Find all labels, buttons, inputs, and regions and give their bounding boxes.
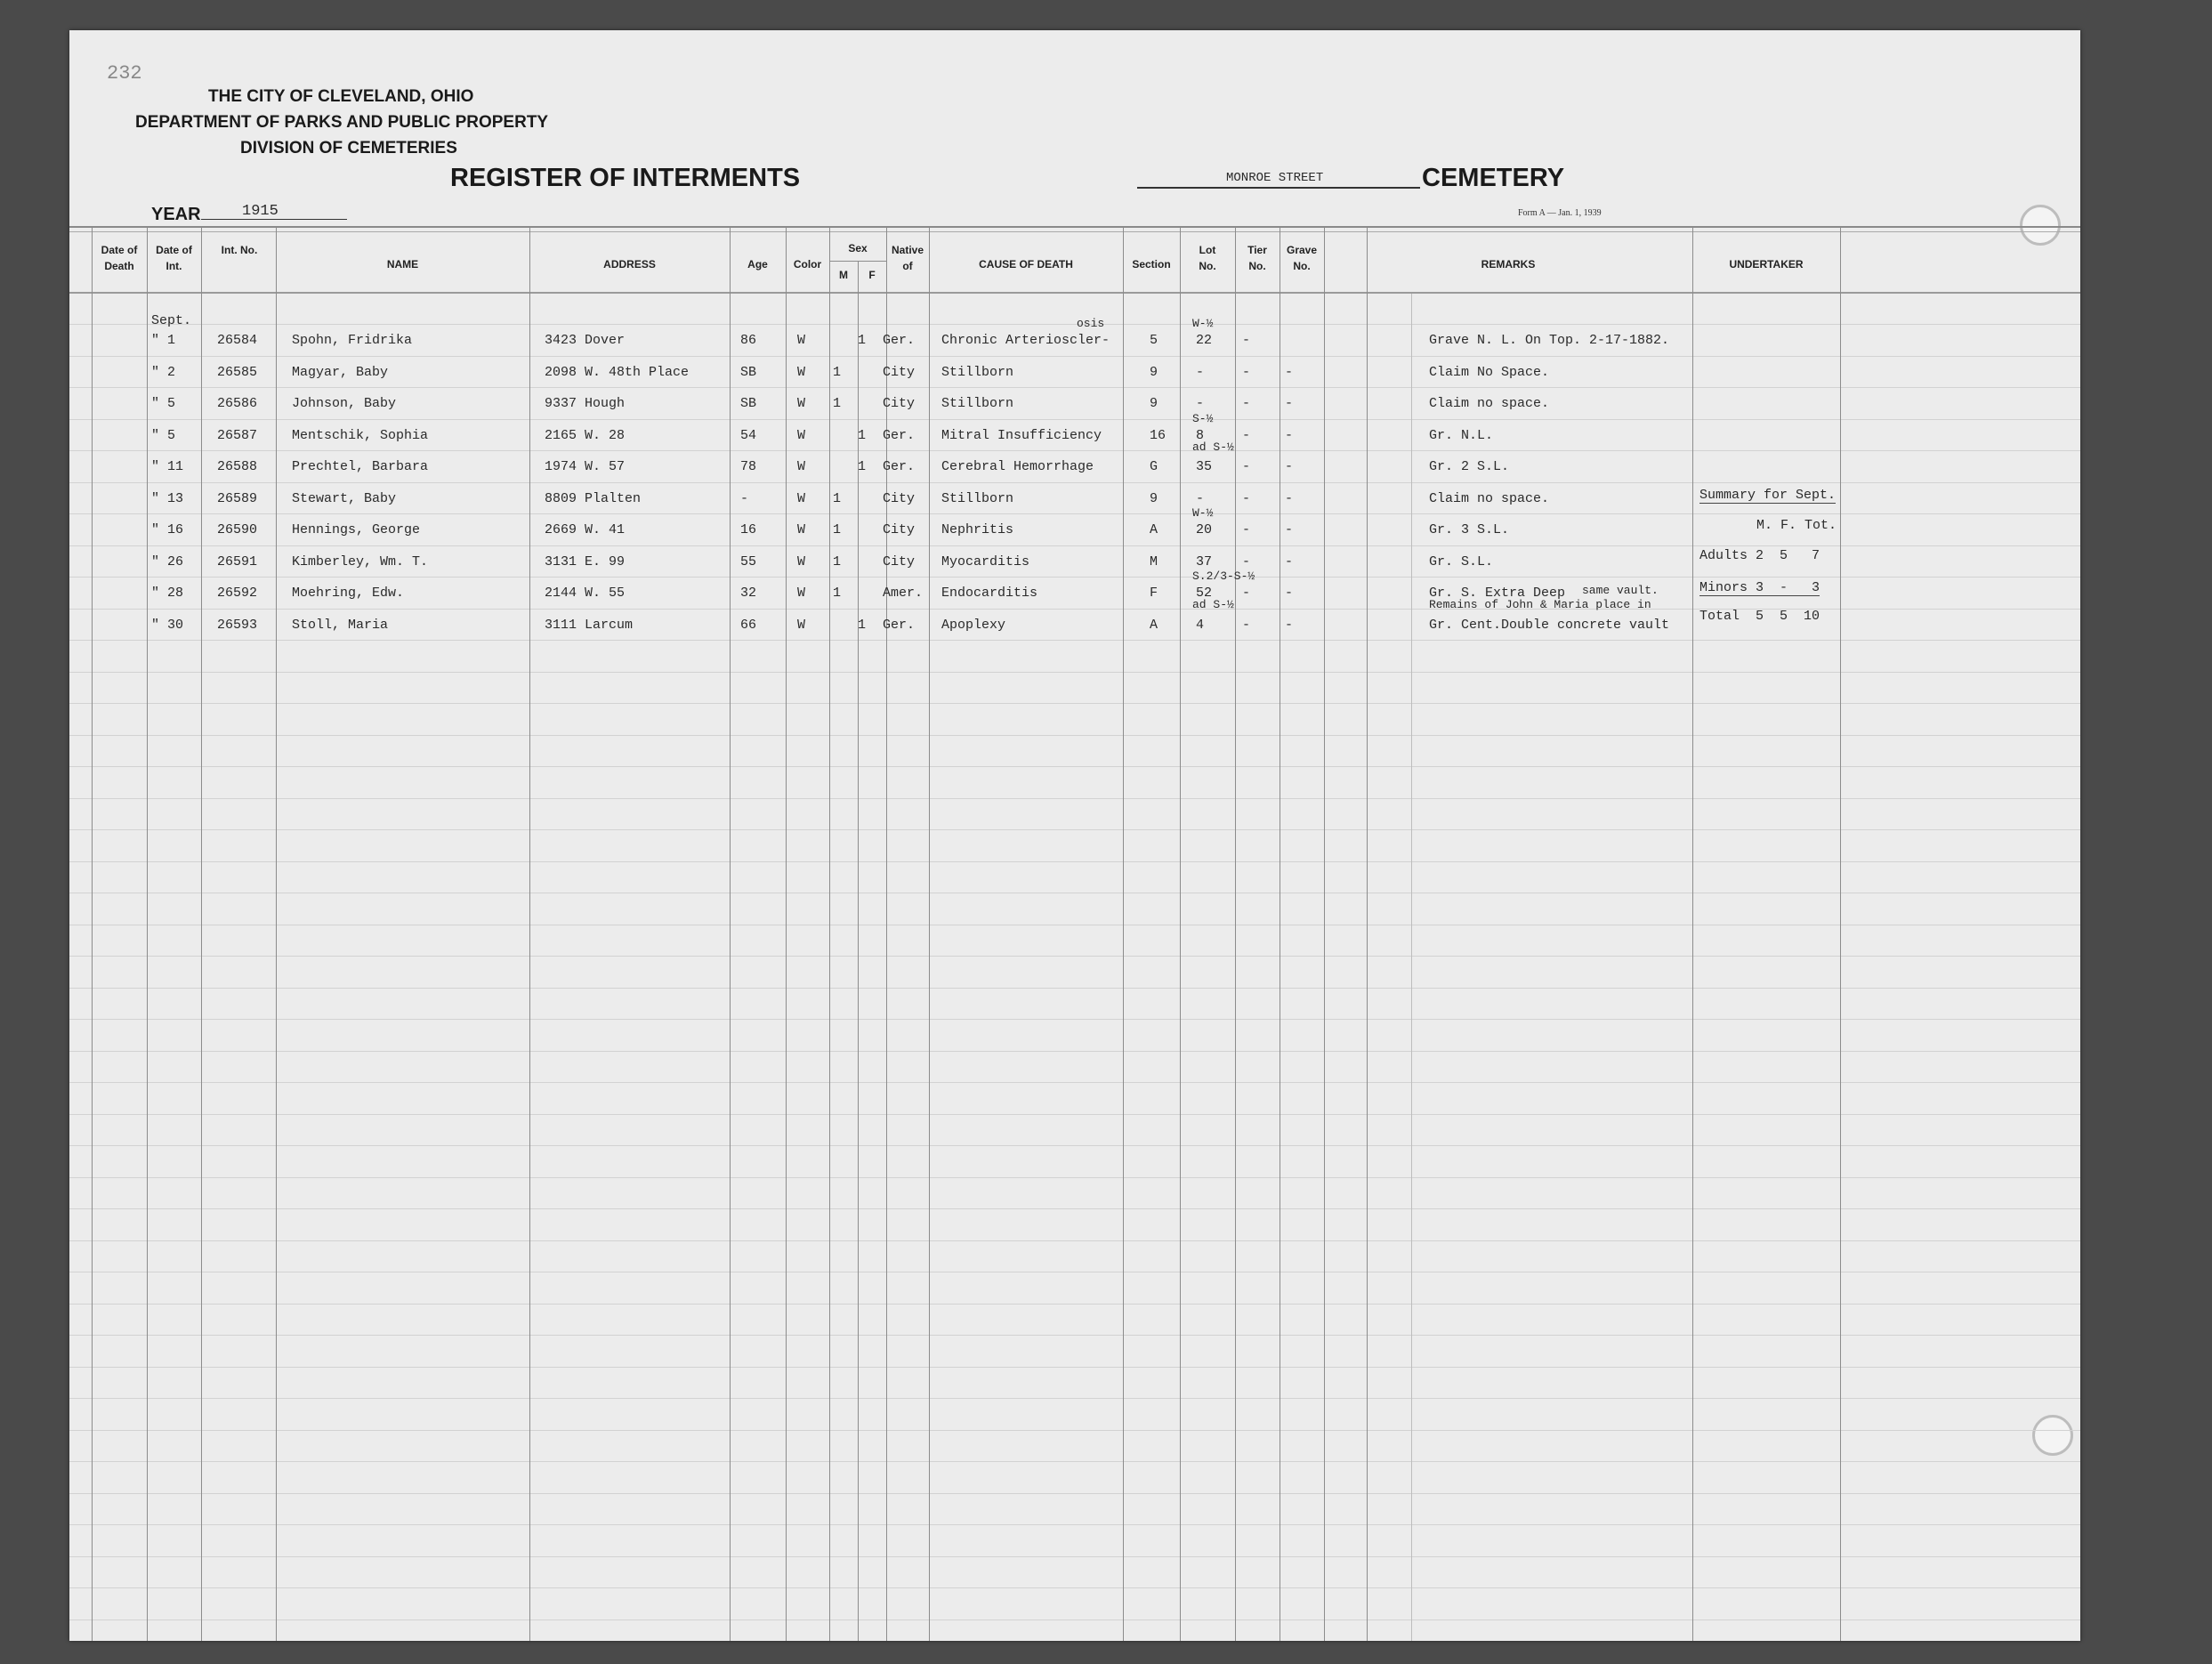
col-sex: Sex (848, 242, 868, 254)
cell-grave: - (1285, 586, 1294, 601)
form-note: Form A — Jan. 1, 1939 (1518, 208, 1602, 218)
table-top-border-thin (69, 231, 2080, 232)
ruled-line (69, 1051, 2080, 1052)
cell-name: Magyar, Baby (292, 365, 389, 380)
cell-tier: - (1242, 491, 1251, 506)
cell-name: Stoll, Maria (292, 618, 389, 633)
summary-adults: Adults 2 5 7 (1699, 548, 1820, 563)
cell-name: Johnson, Baby (292, 396, 397, 411)
cell-cause: Myocarditis (941, 554, 1030, 569)
cell-date-int: " 13 (151, 491, 184, 506)
cell-section: 5 (1150, 333, 1158, 348)
department-heading: DEPARTMENT OF PARKS AND PUBLIC PROPERTY (135, 113, 549, 132)
ruled-line (69, 1398, 2080, 1399)
cell-lot: 35 (1196, 459, 1213, 474)
cell-address: 2144 W. 55 (545, 586, 626, 601)
cell-name: Spohn, Fridrika (292, 333, 413, 348)
cell-tier: - (1242, 522, 1251, 537)
city-heading: THE CITY OF CLEVELAND, OHIO (208, 87, 474, 106)
col-grave-no: Grave No. (1286, 244, 1318, 272)
ruled-line (69, 956, 2080, 957)
cell-sex-m: 1 (833, 554, 842, 569)
cell-remarks: Gr. 3 S.L. (1429, 522, 1510, 537)
col-line (1840, 228, 1841, 1641)
ruled-line (69, 482, 2080, 483)
cell-cause: Stillborn (941, 396, 1014, 411)
cell-address: 3423 Dover (545, 333, 626, 348)
col-sex-f: F (868, 269, 876, 281)
cell-grave: - (1285, 396, 1294, 411)
col-line (1180, 228, 1181, 1641)
cell-age: 16 (740, 522, 757, 537)
col-remarks: REMARKS (1481, 258, 1536, 271)
cell-remarks: Claim No Space. (1429, 365, 1550, 380)
col-line (92, 228, 93, 1641)
cell-cause: Apoplexy (941, 618, 1006, 633)
cell-native: City (883, 365, 916, 380)
cell-name: Mentschik, Sophia (292, 428, 429, 443)
ruled-line (69, 640, 2080, 641)
cell-sex-m: 1 (833, 396, 842, 411)
cell-native: Amer. (883, 586, 924, 601)
cell-date-int: " 1 (151, 333, 176, 348)
cell-cause: Chronic Arterioscler- (941, 333, 1110, 348)
cell-date-int: " 30 (151, 618, 184, 633)
cell-tier: - (1242, 428, 1251, 443)
cell-remarks: Gr. 2 S.L. (1429, 459, 1510, 474)
cell-address: 2098 W. 48th Place (545, 365, 690, 380)
binder-ring-top (2020, 205, 2061, 246)
page-number: 232 (107, 62, 142, 85)
ruled-line (69, 545, 2080, 546)
col-section: Section (1132, 258, 1171, 271)
cell-age: 54 (740, 428, 757, 443)
cell-int-no: 26585 (217, 365, 258, 380)
cell-tier: - (1242, 459, 1251, 474)
cell-name: Hennings, George (292, 522, 421, 537)
ruled-line (69, 1208, 2080, 1209)
ruled-line (69, 1019, 2080, 1020)
cell-color: W (797, 554, 806, 569)
ruled-line (69, 1177, 2080, 1178)
cell-lot: - (1196, 396, 1205, 411)
cell-section: 9 (1150, 396, 1158, 411)
col-int-no: Int. No. (221, 244, 258, 256)
col-age: Age (747, 258, 768, 271)
ruled-line (69, 861, 2080, 862)
ruled-line (69, 1335, 2080, 1336)
cell-color: W (797, 333, 806, 348)
ruled-line (69, 1430, 2080, 1431)
ruled-line (69, 1587, 2080, 1588)
cell-native: City (883, 522, 916, 537)
cell-remarks: Gr. S. Extra Deep (1429, 586, 1566, 601)
cell-section: G (1150, 459, 1158, 474)
year-label: YEAR (151, 205, 201, 224)
division-heading: DIVISION OF CEMETERIES (240, 139, 457, 158)
col-line (1692, 228, 1693, 1641)
col-line (1411, 294, 1412, 1641)
binder-ring-bottom (2032, 1415, 2073, 1456)
cell-age: 55 (740, 554, 757, 569)
cell-lot-subnote: ad S-½ (1192, 598, 1234, 611)
cell-int-no: 26592 (217, 586, 258, 601)
ruled-line (69, 672, 2080, 673)
table-top-border (69, 226, 2080, 228)
col-color: Color (793, 258, 822, 271)
col-line (276, 228, 277, 1641)
register-title: REGISTER OF INTERMENTS (450, 164, 801, 192)
cemetery-label: CEMETERY (1422, 164, 1565, 192)
cell-section: F (1150, 586, 1158, 601)
cell-sex-m: 1 (833, 365, 842, 380)
col-line (929, 228, 930, 1641)
cell-native: City (883, 554, 916, 569)
month-label: Sept. (151, 313, 192, 328)
col-line (147, 228, 148, 1641)
cell-age: 32 (740, 586, 757, 601)
cell-int-no: 26590 (217, 522, 258, 537)
cell-name: Kimberley, Wm. T. (292, 554, 429, 569)
summary-minors: Minors 3 - 3 (1699, 580, 1820, 595)
cell-age: 66 (740, 618, 757, 633)
cell-lot: 20 (1196, 522, 1213, 537)
ruled-line (69, 1524, 2080, 1525)
cell-grave: - (1285, 522, 1294, 537)
col-line (1324, 228, 1325, 1641)
cell-cause: Stillborn (941, 365, 1014, 380)
col-line (529, 228, 530, 1641)
cell-tier: - (1242, 396, 1251, 411)
cell-address: 9337 Hough (545, 396, 626, 411)
cell-lot: 22 (1196, 333, 1213, 348)
cell-color: W (797, 396, 806, 411)
cell-int-no: 26586 (217, 396, 258, 411)
cell-date-int: " 5 (151, 396, 176, 411)
ruled-line (69, 988, 2080, 989)
cell-color: W (797, 491, 806, 506)
cell-lot-note: S-½ (1192, 412, 1214, 425)
cell-sex-f: 1 (858, 333, 867, 348)
ruled-line (69, 1082, 2080, 1083)
cell-native: Ger. (883, 333, 916, 348)
cell-remarks: Gr. Cent.Double concrete vault (1429, 618, 1670, 633)
cell-grave: - (1285, 491, 1294, 506)
col-date-of-death: Date of Death (101, 244, 138, 272)
cell-native: City (883, 396, 916, 411)
col-line (201, 228, 202, 1641)
cell-date-int: " 16 (151, 522, 184, 537)
ruled-line (69, 450, 2080, 451)
cell-lot-note: S.2/3-S-½ (1192, 569, 1255, 583)
cell-int-no: 26588 (217, 459, 258, 474)
ruled-line (69, 1556, 2080, 1557)
ruled-line (69, 798, 2080, 799)
cell-tier: - (1242, 618, 1251, 633)
col-line (786, 228, 787, 1641)
cell-lot-note: W-½ (1192, 506, 1214, 520)
summary-title: Summary for Sept. (1699, 488, 1837, 503)
ruled-line (69, 735, 2080, 736)
cell-color: W (797, 586, 806, 601)
col-cause-of-death: CAUSE OF DEATH (979, 258, 1073, 271)
cell-color: W (797, 459, 806, 474)
cell-sex-f: 1 (858, 428, 867, 443)
cell-remarks: Claim no space. (1429, 491, 1550, 506)
cell-remarks: Gr. S.L. (1429, 554, 1494, 569)
col-line (730, 228, 731, 1641)
cell-tier: - (1242, 554, 1251, 569)
cell-name: Moehring, Edw. (292, 586, 405, 601)
ruled-line (69, 1493, 2080, 1494)
register-page (69, 30, 2080, 1641)
cell-color: W (797, 618, 806, 633)
cell-lot-note: W-½ (1192, 317, 1214, 330)
cell-address: 3111 Larcum (545, 618, 634, 633)
ruled-line (69, 1145, 2080, 1146)
cell-remarks: Grave N. L. On Top. 2-17-1882. (1429, 333, 1670, 348)
cell-native: Ger. (883, 459, 916, 474)
cell-tier: - (1242, 333, 1251, 348)
cell-native: Ger. (883, 428, 916, 443)
cell-native: City (883, 491, 916, 506)
cell-section: A (1150, 618, 1158, 633)
cell-tier: - (1242, 586, 1251, 601)
ruled-line (69, 387, 2080, 388)
cell-grave: - (1285, 618, 1294, 633)
col-undertaker: UNDERTAKER (1729, 258, 1804, 271)
cell-address: 3131 E. 99 (545, 554, 626, 569)
cell-sex-f: 1 (858, 618, 867, 633)
cell-age: 86 (740, 333, 757, 348)
ruled-line (69, 1367, 2080, 1368)
cell-int-no: 26591 (217, 554, 258, 569)
cell-lot: 8 (1196, 428, 1205, 443)
cell-cause: Endocarditis (941, 586, 1038, 601)
ruled-line (69, 829, 2080, 830)
cell-color: W (797, 428, 806, 443)
cemetery-name-line (1137, 187, 1420, 189)
ruled-line (69, 1240, 2080, 1241)
cell-native: Ger. (883, 618, 916, 633)
col-line (1235, 228, 1236, 1641)
col-lot-no: Lot No. (1199, 244, 1216, 272)
cell-section: 16 (1150, 428, 1167, 443)
col-address: ADDRESS (603, 258, 656, 271)
summary-head: M. F. Tot. (1756, 518, 1837, 533)
cell-grave: - (1285, 459, 1294, 474)
cell-remarks-extra: same vault. (1582, 584, 1659, 597)
cell-lot: - (1196, 365, 1205, 380)
cell-address: 2669 W. 41 (545, 522, 626, 537)
cell-date-int: " 2 (151, 365, 176, 380)
cell-grave: - (1285, 428, 1294, 443)
cell-sex-f: 1 (858, 459, 867, 474)
header-bottom-border (69, 292, 2080, 294)
ruled-line (69, 324, 2080, 325)
cell-section: 9 (1150, 365, 1158, 380)
cemetery-name: MONROE STREET (1226, 171, 1324, 185)
cell-sex-m: 1 (833, 491, 842, 506)
cell-lot: 4 (1196, 618, 1205, 633)
ruled-line (69, 356, 2080, 357)
cell-section: M (1150, 554, 1158, 569)
cell-date-int: " 5 (151, 428, 176, 443)
ruled-line (69, 1304, 2080, 1305)
cell-sex-m: 1 (833, 586, 842, 601)
cell-sex-m: 1 (833, 522, 842, 537)
col-name: NAME (386, 258, 419, 271)
ruled-line (69, 766, 2080, 767)
cell-cause: Stillborn (941, 491, 1014, 506)
cell-lot-subnote: ad S-½ (1192, 440, 1234, 454)
cell-int-no: 26584 (217, 333, 258, 348)
cell-lot: 37 (1196, 554, 1213, 569)
cell-address: 8809 Plalten (545, 491, 642, 506)
cell-cause-continued: osis (1077, 317, 1105, 330)
cell-grave: - (1285, 365, 1294, 380)
cell-cause: Cerebral Hemorrhage (941, 459, 1094, 474)
ruled-line (69, 577, 2080, 578)
cell-age: - (740, 491, 749, 506)
cell-remarks: Claim no space. (1429, 396, 1550, 411)
cell-section: 9 (1150, 491, 1158, 506)
col-tier-no: Tier No. (1247, 244, 1267, 272)
cell-remarks-subnote: Remains of John & Maria place in (1429, 598, 1651, 611)
cell-date-int: " 28 (151, 586, 184, 601)
cell-color: W (797, 365, 806, 380)
cell-address: 2165 W. 28 (545, 428, 626, 443)
summary-total: Total 5 5 10 (1699, 609, 1820, 624)
ruled-line (69, 1461, 2080, 1462)
col-date-of-int: Date of Int. (156, 244, 192, 272)
cell-age: 78 (740, 459, 757, 474)
cell-grave: - (1285, 554, 1294, 569)
cell-age: SB (740, 365, 757, 380)
cell-date-int: " 26 (151, 554, 184, 569)
cell-tier: - (1242, 365, 1251, 380)
cell-name: Stewart, Baby (292, 491, 397, 506)
cell-lot: - (1196, 491, 1205, 506)
cell-name: Prechtel, Barbara (292, 459, 429, 474)
cell-remarks: Gr. N.L. (1429, 428, 1494, 443)
cell-int-no: 26587 (217, 428, 258, 443)
col-sex-m: M (839, 269, 848, 281)
cell-cause: Nephritis (941, 522, 1014, 537)
cell-section: A (1150, 522, 1158, 537)
col-native-of: Native of (892, 244, 924, 272)
cell-lot: 52 (1196, 586, 1213, 601)
cell-date-int: " 11 (151, 459, 184, 474)
ruled-line (69, 419, 2080, 420)
ruled-line (69, 703, 2080, 704)
year-value: 1915 (242, 203, 279, 220)
cell-age: SB (740, 396, 757, 411)
cell-color: W (797, 522, 806, 537)
cell-address: 1974 W. 57 (545, 459, 626, 474)
col-line (1367, 228, 1368, 1641)
ruled-line (69, 513, 2080, 514)
col-line (1123, 228, 1124, 1641)
cell-cause: Mitral Insufficiency (941, 428, 1102, 443)
cell-int-no: 26593 (217, 618, 258, 633)
col-line (829, 228, 830, 1641)
cell-int-no: 26589 (217, 491, 258, 506)
ruled-line (69, 1114, 2080, 1115)
